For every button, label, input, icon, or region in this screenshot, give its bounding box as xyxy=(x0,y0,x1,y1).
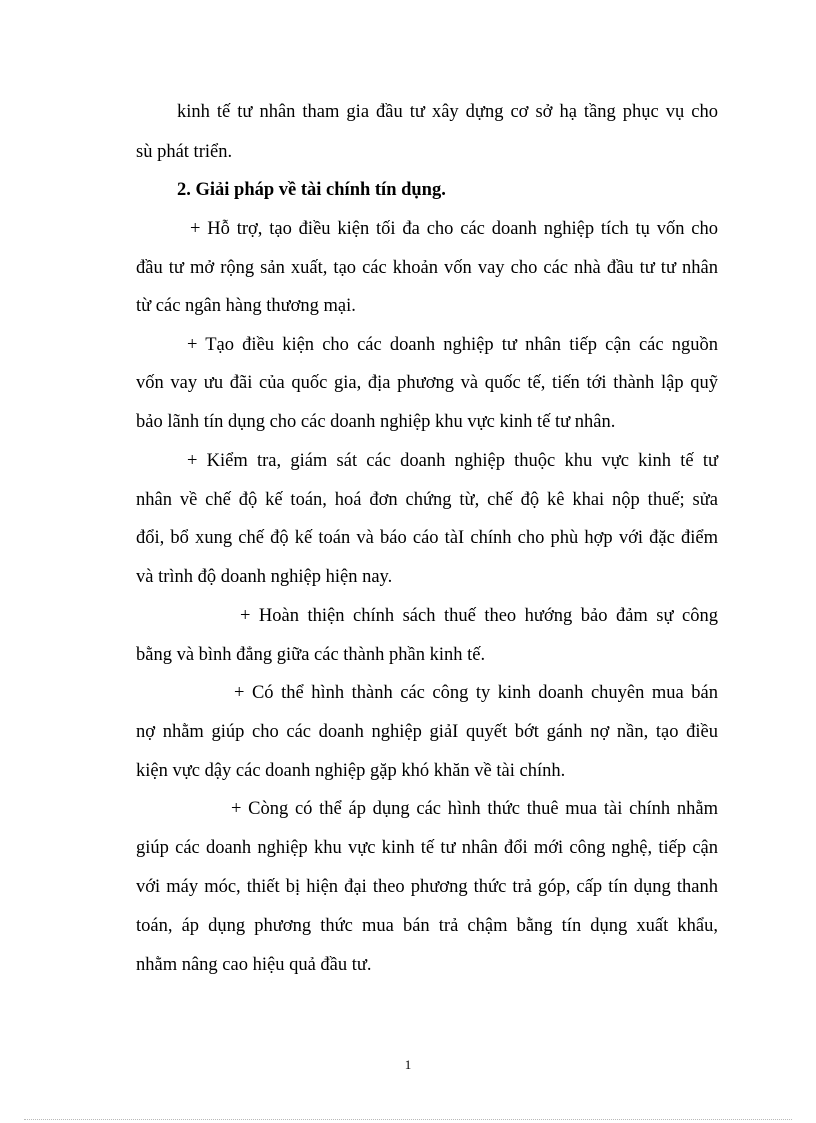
paragraph-line: với máy móc, thiết bị hiện đại theo phương thức trả góp, cấp tín dụng thanh xyxy=(136,877,718,897)
paragraph-line: kiện vực dậy các doanh nghiệp gặp khó khăn về tài chính. xyxy=(136,761,566,781)
paragraph-line: + Tạo điều kiện cho các doanh nghiệp tư nhân tiếp cận các nguồn xyxy=(187,335,718,355)
paragraph-line: nhằm nâng cao hiệu quả đầu tư. xyxy=(136,955,372,975)
paragraph-line: bằng và bình đẳng giữa các thành phần kinh tế. xyxy=(136,645,486,665)
section-heading: 2. Giải pháp về tài chính tín dụng. xyxy=(177,180,446,200)
paragraph-line: vốn vay ưu đãi của quốc gia, địa phương và quốc tế, tiến tới thành lập quỹ xyxy=(136,373,718,393)
paragraph-line: đổi, bổ xung chế độ kế toán và báo cáo tàI chính cho phù hợp với đặc điểm xyxy=(136,528,718,548)
paragraph-line: sù phát triển. xyxy=(136,142,233,162)
paragraph-line: giúp các doanh nghiệp khu vực kinh tế tư nhân đổi mới công nghệ, tiếp cận xyxy=(136,838,718,858)
paragraph-line: bảo lãnh tín dụng cho các doanh nghiệp khu vực kinh tế tư nhân. xyxy=(136,412,616,432)
paragraph-line: nhân về chế độ kế toán, hoá đơn chứng từ, chế độ kê khai nộp thuế; sửa xyxy=(136,490,718,510)
paragraph-line: từ các ngân hàng thương mại. xyxy=(136,296,356,316)
paragraph-line: nợ nhằm giúp cho các doanh nghiệp giảI quyết bớt gánh nợ nần, tạo điều xyxy=(136,722,718,742)
paragraph-line: + Hỗ trợ, tạo điều kiện tối đa cho các doanh nghiệp tích tụ vốn cho xyxy=(190,219,718,239)
paragraph-line: kinh tế tư nhân tham gia đầu tư xây dựng cơ sở hạ tầng phục vụ cho xyxy=(177,102,718,122)
paragraph-line: đầu tư mở rộng sản xuất, tạo các khoản vốn vay cho các nhà đầu tư tư nhân xyxy=(136,258,718,278)
paragraph-line: và trình độ doanh nghiệp hiện nay. xyxy=(136,567,393,587)
paragraph-line: + Hoàn thiện chính sách thuế theo hướng bảo đảm sự công xyxy=(240,606,718,626)
footer-divider xyxy=(24,1119,792,1120)
paragraph-line: + Kiểm tra, giám sát các doanh nghiệp thuộc khu vực kinh tế tư xyxy=(187,451,718,471)
paragraph-line: toán, áp dụng phương thức mua bán trả chậm bằng tín dụng xuất khẩu, xyxy=(136,916,718,936)
page-number: 1 xyxy=(404,1057,412,1072)
paragraph-line: + Còng có thể áp dụng các hình thức thuê mua tài chính nhằm xyxy=(231,799,718,819)
paragraph-line: + Có thể hình thành các công ty kinh doanh chuyên mua bán xyxy=(234,683,718,703)
